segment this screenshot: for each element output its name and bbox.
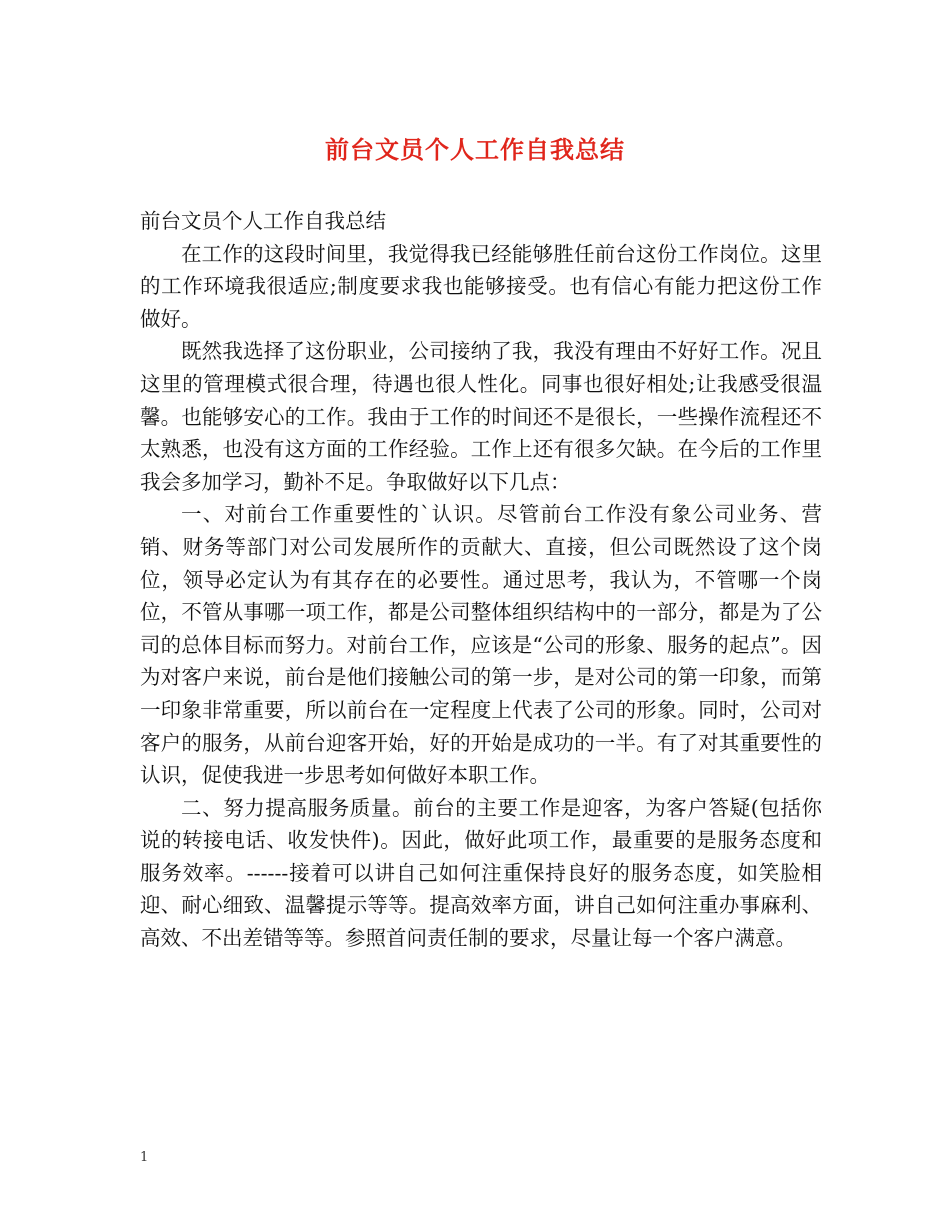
document-title: 前台文员个人工作自我总结 bbox=[325, 135, 625, 164]
paragraph-1: 在工作的这段时间里，我觉得我已经能够胜任前台这份工作岗位。这里的工作环境我很适应;制度要求我也能够接受。也有信心有能力把这份工作做好。 bbox=[140, 241, 822, 331]
page-number: 1 bbox=[140, 1150, 149, 1165]
paragraph-3: 一、对前台工作重要性的`认识。尽管前台工作没有象公司业务、营销、财务等部门对公司发展所作的贡献大、直接，但公司既然设了这个岗位，领导必定认为有其存在的必要性。通过思考，我认为，不管哪一个岗位，不管从事哪一项工作，都是公司整体组织结构中的一部分，都是为了公司的总体目标而努力。对前台工作，应该是“公司的形象、服务的起点”。因为对客户来说，前台是他们接触公司的第一步，是对公司的第一印象，而第一印象非常重要，所以前台在一定程度上代表了公司的形象。同时，公司对客户的服务，从前台迎客开始，好的开始是成功的一半。有了对其重要性的认识，促使我进一步思考如何做好本职工作。 bbox=[140, 502, 822, 788]
document-body bbox=[140, 205, 822, 955]
document-subtitle: 前台文员个人工作自我总结 bbox=[140, 209, 386, 233]
paragraph-2: 既然我选择了这份职业，公司接纳了我，我没有理由不好好工作。况且这里的管理模式很合理，待遇也很人性化。同事也很好相处;让我感受很温馨。也能够安心的工作。我由于工作的时间还不是很长，一些操作流程还不太熟悉，也没有这方面的工作经验。工作上还有很多欠缺。在今后的工作里我会多加学习，勤补不足。争取做好以下几点： bbox=[140, 339, 822, 494]
paragraph-4: 二、努力提高服务质量。前台的主要工作是迎客，为客户答疑(包括你说的转接电话、收发快件)。因此，做好此项工作，最重要的是服务态度和服务效率。------接着可以讲自己如何注重保持良好的服务态度，如笑脸相迎、耐心细致、温馨提示等等。提高效率方面，讲自己如何注重办事麻利、高效、不出差错等等。参照首问责任制的要求，尽量让每一个客户满意。 bbox=[140, 795, 822, 951]
